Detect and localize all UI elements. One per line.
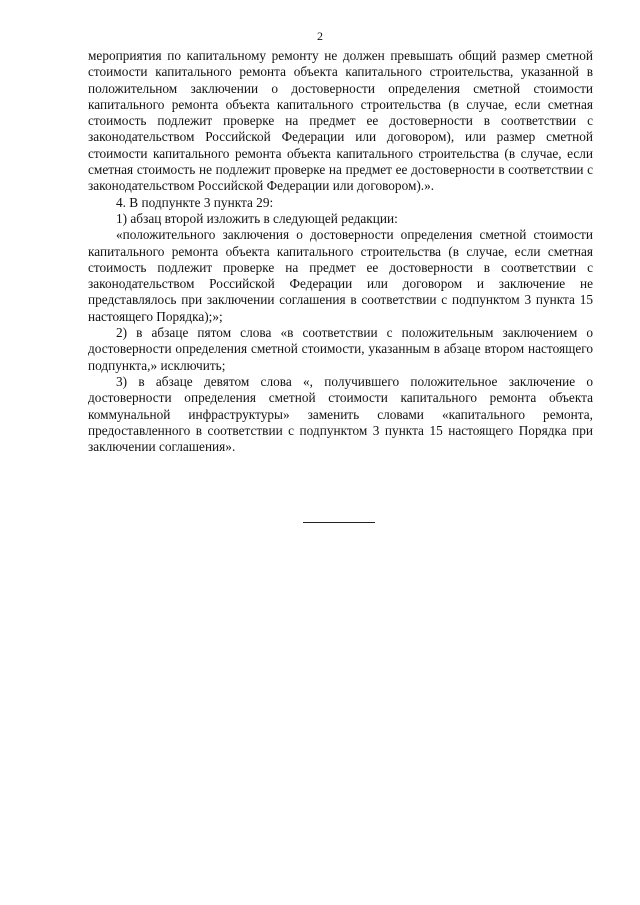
paragraph-continuation: мероприятия по капитальному ремонту не должен превышать общий размер сметной стоимости капитального ремонта объекта капитального строительства, указанной в положительном заключении о достоверности определения сметной стоимости капитального ремонта объекта капитального строительства (в случае, если сметная стоимость подлежит проверке на предмет ее достоверности в соответствии с законодательством Российской Федерации или договором), или размер сметной стоимости капитального ремонта объекта капитального строительства (в случае, если сметная стоимость не подлежит проверке на предмет ее достоверности в соответствии с законодательством Российской Федерации или договором).». — [88, 48, 593, 194]
paragraph-subitem-1: 1) абзац второй изложить в следующей редакции: — [116, 210, 398, 226]
paragraph-quoted-text: «положительного заключения о достоверности определения сметной стоимости капитального ремонта объекта капитального строительства (в случае, если сметная стоимость подлежит проверке на предмет ее достоверности в соответствии с законодательством Российской Федерации или договором и заключение не представлялось при заключении соглашения в соответствии с подпунктом 3 пункта 15 настоящего Порядка);»; — [88, 227, 593, 324]
paragraph-subitem-2: 2) в абзаце пятом слова «в соответствии с положительным заключением о достоверности определения сметной стоимости, указанным в абзаце втором настоящего подпункта,» исключить; — [88, 325, 593, 373]
page-number: 2 — [317, 29, 323, 43]
paragraph-subitem-3: 3) в абзаце девятом слова «, получившего положительное заключение о достоверности определения сметной стоимости капитального ремонта объекта коммунальной инфраструктуры» заменить словами «капитального ремонта, предоставленного в соответствии с подпунктом 3 пункта 15 настоящего Порядка при заключении соглашения». — [88, 373, 593, 455]
paragraph-item-4: 4. В подпункте 3 пункта 29: — [116, 194, 274, 210]
end-separator-line — [303, 522, 375, 523]
document-body — [88, 48, 593, 455]
